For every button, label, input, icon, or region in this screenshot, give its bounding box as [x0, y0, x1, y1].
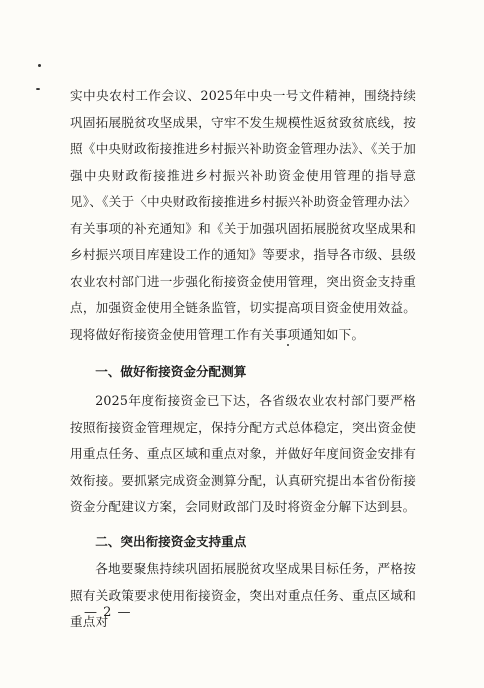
intro-text: 实中央农村工作会议、2025年中央一号文件精神，围绕持续巩固拓展脱贫攻坚成果，守牢不发生规模性返贫致贫底线，按照《中央财政衔接推进乡村振兴补助资金管理办法》、《关于加强中央财政衔接推进乡村振兴补助资金使用管理的指导意见》、《关于〈中央财政衔接推进乡村振兴补助资金管理办法〉有关事项的补充通知》和《关于加强巩固拓展脱贫攻坚成果和乡村振兴项目库建设工作的通知》等要求，指导各市级、县级农业农村部门进一步强化衔接资金使用管理，突出资金支持重点，加强资金使用全链条监管，切实提高项目资金使用效益。现将做好衔接资金使用管理工作有关事项通知如下。 — [70, 88, 416, 342]
intro-paragraph — [70, 83, 416, 348]
section-heading-2: 二、突出衔接资金支持重点 — [95, 534, 247, 549]
section1-text: 2025年度衔接资金已下达，各省级农业农村部门要严格按照衔接资金管理规定，保持分配方式总体稳定，突出资金使用重点任务、重点区域和重点对象，并做好年度间资金安排有效衔接。要抓紧完成资金测算分配，认真研究提出本省份衔接资金分配建议方案，会同财政部门及时将资金分解下达到县。 — [70, 393, 416, 514]
section2-paragraph — [70, 556, 416, 636]
section2-text: 各地要聚焦持续巩固拓展脱贫攻坚成果目标任务，严格按照有关政策要求使用衔接资金，突出对重点任务、重点区域和重点对 — [70, 561, 416, 629]
scan-speck — [38, 64, 41, 67]
scan-speck — [36, 88, 40, 90]
section-heading-1: 一、做好衔接资金分配测算 — [95, 364, 247, 379]
page-number: — 2 — — [84, 605, 132, 620]
section1-paragraph — [70, 388, 416, 521]
